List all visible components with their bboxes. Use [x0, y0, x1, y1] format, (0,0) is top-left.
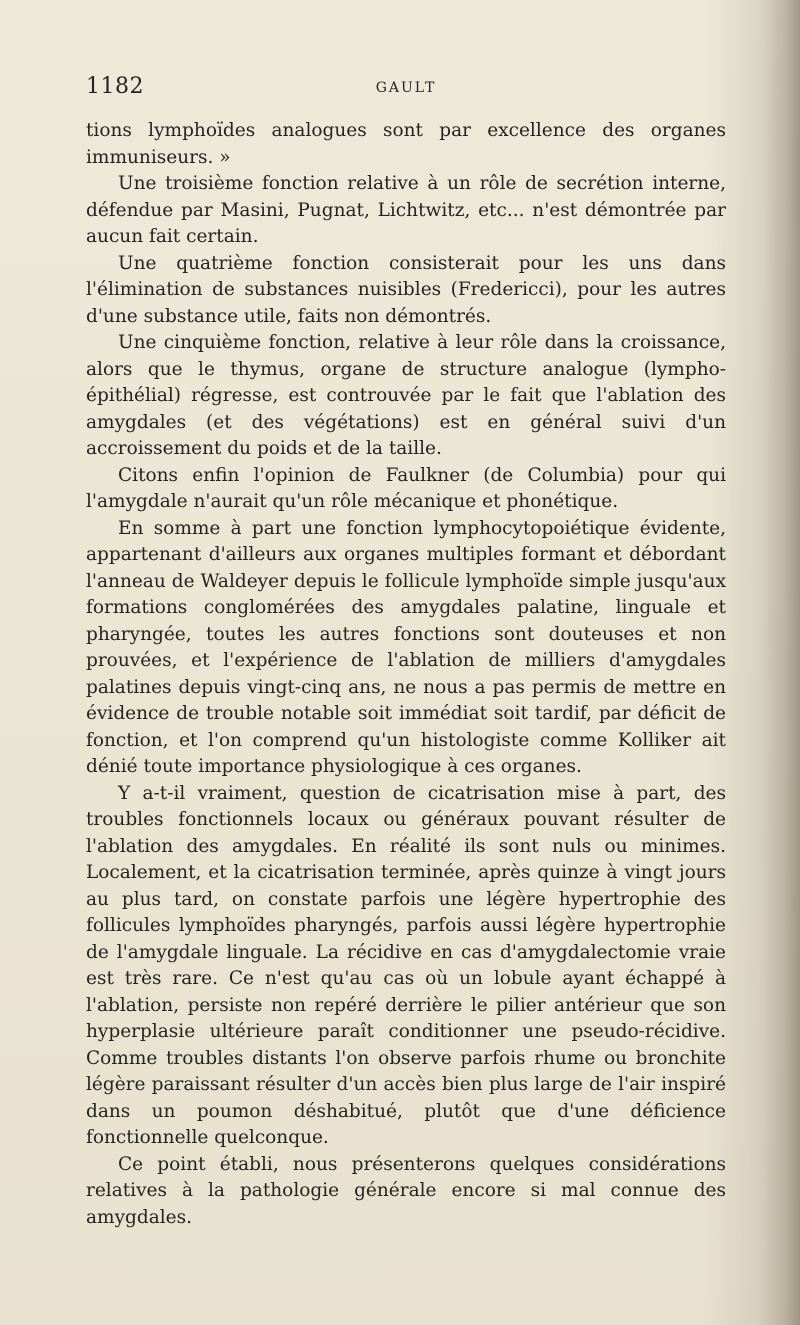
page-header — [86, 74, 726, 108]
paragraph: Y a-t-il vraiment, question de cicatrisation mise à part, des troubles fonctionnels locaux ou généraux pouvant résulter de l'ablation des amygdales. En réalité ils sont nuls ou minimes. Localement, et la cicatrisation terminée, après quinze à vingt jours au plus tard, on constate parfois une légère hypertrophie des follicules lymphoïdes pharyngés, parfois aussi légère hypertrophie de l'amygdale linguale. La récidive en cas d'amygdalectomie vraie est très rare. Ce n'est qu'au cas où un lobule ayant échappé à l'ablation, persiste non repéré derrière le pilier antérieur que son hyperplasie ultérieure paraît conditionner une pseudo-récidive. Comme troubles distants l'on observe parfois rhume ou bronchite légère paraissant résulter d'un accès bien plus large de l'air inspiré dans un poumon déshabitué, plutôt que d'une déficience fonctionnelle quelconque. — [86, 782, 726, 1148]
page-number: 1182 — [86, 74, 144, 99]
paragraph: Une troisième fonction relative à un rôle de secrétion interne, défendue par Masini, Pugnat, Lichtwitz, etc... n'est démontrée par aucun fait certain. — [86, 173, 726, 247]
paragraph: tions lymphoïdes analogues sont par excellence des organes immuniseurs. » — [86, 120, 726, 168]
page-gutter-shadow — [762, 0, 800, 1325]
running-head: GAULT — [375, 80, 437, 96]
paragraph: En somme à part une fonction lymphocytopoiétique évidente, appartenant d'ailleurs aux organes multiples formant et débordant l'anneau de Waldeyer depuis le follicule lymphoïde simple jusqu'aux formations conglomérées des amygdales palatine, linguale et pharyngée, toutes les autres fonctions sont douteuses et non prouvées, et l'expérience de l'ablation de milliers d'amygdales palatines depuis vingt-cinq ans, ne nous a pas permis de mettre en évidence de trouble notable soit immédiat soit tardif, par déficit de fonction, et l'on comprend qu'un histologiste comme Kolliker ait dénié toute importance physiologique à ces organes. — [86, 517, 726, 777]
paragraph: Ce point établi, nous présenterons quelques considérations relatives à la pathologie générale encore si mal connue des amygdales. — [86, 1153, 726, 1228]
paragraph: Citons enfin l'opinion de Faulkner (de Columbia) pour qui l'amygdale n'aurait qu'un rôle mécanique et phonétique. — [86, 464, 726, 512]
paragraph: Une quatrième fonction consisterait pour les uns dans l'élimination de substances nuisibles (Fredericci), pour les autres d'une substance utile, faits non démontrés. — [86, 252, 726, 327]
body-text — [86, 118, 726, 1231]
paragraph: Une cinquième fonction, relative à leur rôle dans la croissance, alors que le thymus, organe de structure analogue (lympho-épithélial) régresse, est controuvée par le fait que l'ablation des amygdales (et des végétations) est en général suivi d'un accroissement du poids et de la taille. — [86, 332, 726, 459]
